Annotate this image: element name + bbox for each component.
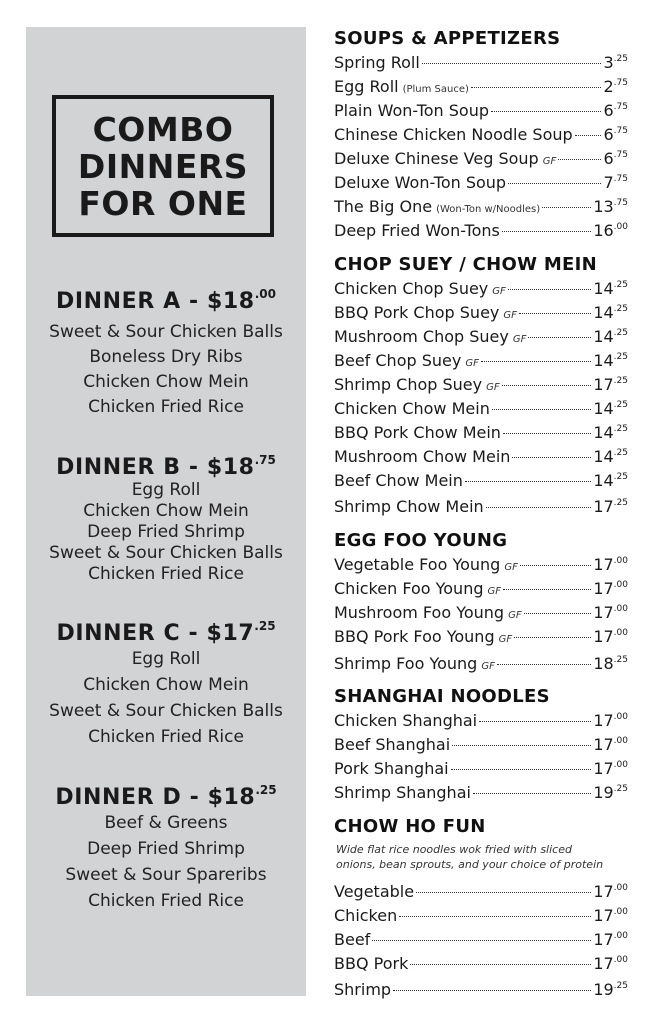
menu-item — [334, 603, 628, 625]
dot-leader — [486, 507, 592, 508]
item-price — [593, 375, 628, 394]
dinner-title: DINNER C - $\$17^{.25}$ — [56, 619, 276, 646]
dot-leader — [514, 637, 591, 638]
price-cents: .00 — [613, 931, 628, 941]
price-dollars: 17 — [593, 555, 614, 574]
item-price — [593, 497, 628, 516]
dot-leader — [471, 87, 602, 88]
menu-item — [334, 980, 628, 1002]
item-name: Pork Shanghai — [334, 759, 449, 778]
price-dollars: 18 — [593, 654, 614, 673]
price-cents: .75 — [613, 174, 628, 184]
section-title: EGG FOO YOUNG — [334, 530, 508, 551]
price-cents: .25 — [613, 981, 628, 991]
item-price — [593, 882, 628, 901]
menu-item — [334, 423, 628, 445]
item-name: Beef — [334, 930, 371, 949]
price-dollars: 14 — [593, 399, 614, 418]
price-dollars: 17 — [593, 930, 614, 949]
item-name: The Big One — [334, 197, 433, 216]
item-name: Shrimp Chow Mein — [334, 497, 484, 516]
dinner-item: Chicken Fried Rice — [88, 891, 244, 911]
menu-item — [334, 906, 628, 928]
dot-leader — [416, 892, 591, 893]
price-dollars: 17 — [593, 603, 614, 622]
item-price — [593, 399, 628, 418]
price-dollars: 17 — [593, 759, 614, 778]
item-name: Chicken Chop Suey — [334, 279, 489, 298]
item-name: Spring Roll — [334, 53, 420, 72]
price-cents: .75 — [613, 102, 628, 112]
description-line: onions, bean sprouts, and your choice of protein — [336, 858, 604, 871]
dot-leader — [542, 207, 591, 208]
item-name: Beef Chow Mein — [334, 471, 463, 490]
dot-leader — [520, 565, 591, 566]
menu-item — [334, 930, 628, 952]
item-price — [593, 351, 628, 370]
dot-leader — [575, 135, 602, 136]
menu-item — [334, 149, 628, 171]
item-name: Chinese Chicken Noodle Soup — [334, 125, 573, 144]
gluten-free-tag: GF — [512, 334, 527, 345]
price-dollars: 6 — [603, 149, 614, 168]
item-price — [593, 735, 628, 754]
dot-leader — [524, 613, 592, 614]
dot-leader — [502, 385, 592, 386]
gluten-free-tag: GF — [492, 286, 506, 297]
item-price — [593, 471, 628, 490]
menu-item — [334, 303, 628, 325]
menu-item — [334, 125, 628, 147]
price-dollars: 17 — [593, 954, 614, 973]
description-line: Wide flat rice noodles wok fried with sliced — [336, 843, 572, 856]
dinner-item: Chicken Fried Rice — [88, 564, 244, 584]
item-price — [603, 125, 628, 144]
dot-leader — [497, 664, 591, 665]
gluten-free-tag: GF — [481, 661, 495, 672]
item-name: BBQ Pork Chop Suey — [334, 303, 500, 322]
menu-item — [334, 327, 628, 349]
price-cents: .25 — [613, 280, 628, 290]
item-price — [593, 221, 628, 240]
menu-item — [334, 447, 628, 469]
price-cents: .75 — [613, 198, 628, 208]
price-dollars: 7 — [603, 173, 614, 192]
gluten-free-tag: GF — [465, 358, 479, 369]
menu-item — [334, 579, 628, 601]
dinner-item: Chicken Chow Mein — [83, 372, 249, 392]
gluten-free-tag: GF — [504, 562, 518, 573]
menu-item — [334, 882, 628, 904]
section-title: SHANGHAI NOODLES — [334, 686, 550, 707]
price-dollars: 19 — [593, 980, 614, 999]
dot-leader — [465, 481, 591, 482]
price-cents: .25 — [613, 784, 628, 794]
dot-leader — [528, 337, 591, 338]
item-price — [603, 101, 628, 120]
dinner-item: Beef & Greens — [104, 813, 228, 833]
dot-leader — [503, 589, 591, 590]
gluten-free-tag: GF — [486, 382, 500, 393]
dinner-item: Sweet & Sour Spareribs — [65, 865, 267, 885]
dinner-item: Sweet & Sour Chicken Balls — [49, 543, 283, 563]
item-price — [593, 197, 628, 216]
dot-leader — [372, 940, 591, 941]
item-price — [593, 906, 628, 925]
gluten-free-tag: GF — [487, 586, 502, 597]
item-name: Deep Fried Won-Tons — [334, 221, 500, 240]
price-dollars: 17 — [593, 627, 614, 646]
dinner-a — [26, 289, 306, 420]
price-dollars: 17 — [593, 711, 614, 730]
dot-leader — [508, 289, 592, 290]
dinner-title: DINNER D - $\$18^{.25}$ — [55, 783, 277, 810]
dinner-title: DINNER A - $\$18^{.00}$ — [56, 287, 276, 314]
combo-heading-line: COMBO — [92, 109, 234, 149]
menu-item — [334, 627, 628, 649]
item-note: (Plum Sauce) — [402, 84, 469, 95]
menu-item — [334, 221, 628, 243]
gluten-free-tag: GF — [542, 156, 557, 167]
dinner-b — [26, 455, 306, 585]
price-dollars: 17 — [593, 579, 614, 598]
price-dollars: 14 — [593, 447, 614, 466]
item-name: Deluxe Won-Ton Soup — [334, 173, 507, 192]
item-name: Mushroom Chow Mein — [334, 447, 511, 466]
menu-item — [334, 497, 628, 519]
menu-item — [334, 101, 628, 123]
item-price — [593, 759, 628, 778]
price-cents: .75 — [613, 150, 628, 160]
dot-leader — [479, 721, 591, 722]
dot-leader — [399, 916, 591, 917]
menu-item — [334, 759, 628, 781]
item-price — [593, 327, 628, 346]
item-name: Deluxe Chinese Veg Soup — [334, 149, 539, 168]
price-cents: .25 — [613, 376, 628, 386]
item-name: Beef Chop Suey — [334, 351, 462, 370]
combo-heading-line: DINNERS — [77, 146, 249, 186]
item-price — [593, 555, 628, 574]
dinner-item: Sweet & Sour Chicken Balls — [49, 322, 283, 342]
gluten-free-tag: GF — [498, 634, 513, 645]
item-name: Chicken Shanghai — [334, 711, 478, 730]
price-dollars: 17 — [593, 882, 614, 901]
item-price — [603, 149, 628, 168]
item-name: Chicken Foo Young — [334, 579, 484, 598]
price-cents: .00 — [613, 883, 628, 893]
menu-item — [334, 173, 628, 195]
item-price — [593, 930, 628, 949]
item-price — [593, 279, 628, 298]
item-price — [603, 53, 628, 72]
section-title: SOUPS & APPETIZERS — [334, 28, 561, 49]
item-price — [593, 954, 628, 973]
item-name: Beef Shanghai — [334, 735, 451, 754]
gluten-free-tag: GF — [508, 610, 522, 621]
price-cents: .25 — [613, 424, 628, 434]
price-cents: .00 — [613, 907, 628, 917]
menu-item — [334, 555, 628, 577]
dot-leader — [473, 793, 591, 794]
price-dollars: 14 — [593, 303, 614, 322]
item-name: Shrimp Shanghai — [334, 783, 471, 802]
price-cents: .00 — [613, 955, 628, 965]
price-dollars: 17 — [593, 497, 614, 516]
menu-item — [334, 77, 628, 99]
price-cents: .25 — [613, 400, 628, 410]
dinner-c — [26, 621, 306, 750]
section-description — [336, 842, 636, 872]
item-name: Chicken — [334, 906, 398, 925]
menu-item — [334, 711, 628, 733]
dot-leader — [451, 769, 592, 770]
dot-leader — [491, 111, 601, 112]
dinner-title: DINNER B - $\$18^{.75}$ — [56, 453, 276, 480]
dot-leader — [519, 313, 591, 314]
price-dollars: 14 — [593, 471, 614, 490]
dot-leader — [481, 361, 591, 362]
dinner-item: Boneless Dry Ribs — [89, 347, 243, 367]
item-price — [603, 173, 628, 192]
price-dollars: 17 — [593, 375, 614, 394]
item-name: Shrimp Foo Young — [334, 654, 478, 673]
price-dollars: 17 — [593, 735, 614, 754]
item-name: Egg Roll — [334, 77, 399, 96]
price-cents: .25 — [613, 472, 628, 482]
price-cents: .25 — [613, 655, 628, 665]
dot-leader — [558, 159, 601, 160]
price-cents: .00 — [613, 556, 628, 566]
price-dollars: 14 — [593, 423, 614, 442]
dinner-item: Chicken Chow Mein — [83, 501, 249, 521]
section-title: CHOP SUEY / CHOW MEIN — [334, 254, 598, 275]
menu-item — [334, 954, 628, 976]
item-price — [593, 447, 628, 466]
dot-leader — [502, 231, 591, 232]
menu-item — [334, 375, 628, 397]
price-dollars: 14 — [593, 351, 614, 370]
menu-item — [334, 197, 628, 219]
dinner-item: Deep Fried Shrimp — [87, 839, 245, 859]
item-name: BBQ Pork Chow Mein — [334, 423, 501, 442]
price-cents: .00 — [613, 580, 628, 590]
price-dollars: 3 — [603, 53, 614, 72]
item-price — [593, 603, 628, 622]
dinner-d — [26, 785, 306, 914]
price-cents: .00 — [613, 604, 628, 614]
dinner-item: Chicken Chow Mein — [83, 675, 249, 695]
dot-leader — [452, 745, 591, 746]
menu-item — [334, 735, 628, 757]
menu-item — [334, 783, 628, 805]
item-name: Chicken Chow Mein — [334, 399, 490, 418]
item-name: BBQ Pork Foo Young — [334, 627, 495, 646]
price-dollars: 19 — [593, 783, 614, 802]
item-price — [593, 783, 628, 802]
price-dollars: 17 — [593, 906, 614, 925]
dinner-item: Egg Roll — [131, 649, 201, 669]
price-cents: .00 — [613, 760, 628, 770]
dinner-item: Sweet & Sour Chicken Balls — [49, 701, 283, 721]
price-cents: .25 — [613, 498, 628, 508]
combo-panel — [26, 27, 306, 996]
price-cents: .25 — [613, 54, 628, 64]
dot-leader — [503, 433, 591, 434]
dot-leader — [508, 183, 601, 184]
price-dollars: 6 — [603, 101, 614, 120]
dinner-item: Egg Roll — [131, 480, 201, 500]
combo-heading-box — [52, 95, 274, 237]
section-title: CHOW HO FUN — [334, 816, 486, 837]
dot-leader — [422, 63, 602, 64]
price-cents: .25 — [613, 328, 628, 338]
item-price — [593, 423, 628, 442]
dinner-item: Chicken Fried Rice — [88, 727, 244, 747]
price-dollars: 13 — [593, 197, 614, 216]
item-price — [603, 77, 628, 96]
item-price — [593, 654, 628, 673]
item-price — [593, 980, 628, 999]
price-dollars: 14 — [593, 327, 614, 346]
item-price — [593, 627, 628, 646]
menu-item — [334, 351, 628, 373]
price-cents: .25 — [613, 448, 628, 458]
item-price — [593, 579, 628, 598]
item-note: (Won-Ton w/Noodles) — [436, 204, 541, 215]
combo-heading-line: FOR ONE — [78, 183, 248, 223]
dinner-item: Chicken Fried Rice — [88, 397, 244, 417]
item-name: Shrimp — [334, 980, 392, 999]
price-cents: .00 — [613, 736, 628, 746]
price-cents: .75 — [613, 126, 628, 136]
price-cents: .00 — [613, 628, 628, 638]
price-dollars: 16 — [593, 221, 614, 240]
item-name: Mushroom Chop Suey — [334, 327, 509, 346]
menu-item — [334, 471, 628, 493]
item-price — [593, 303, 628, 322]
item-price — [593, 711, 628, 730]
item-name: Plain Won-Ton Soup — [334, 101, 489, 120]
item-name: Mushroom Foo Young — [334, 603, 505, 622]
item-name: Shrimp Chop Suey — [334, 375, 483, 394]
item-name: Vegetable — [334, 882, 415, 901]
price-cents: .25 — [613, 352, 628, 362]
price-cents: .00 — [613, 222, 628, 232]
item-name: BBQ Pork — [334, 954, 409, 973]
item-name: Vegetable Foo Young — [334, 555, 501, 574]
dot-leader — [410, 964, 591, 965]
price-dollars: 14 — [593, 279, 614, 298]
gluten-free-tag: GF — [503, 310, 517, 321]
dot-leader — [492, 409, 591, 410]
menu-item — [334, 279, 628, 301]
price-cents: .75 — [613, 78, 628, 88]
dot-leader — [512, 457, 591, 458]
price-dollars: 6 — [603, 125, 614, 144]
price-dollars: 2 — [603, 77, 614, 96]
menu-item — [334, 399, 628, 421]
dot-leader — [393, 990, 591, 991]
price-cents: .00 — [613, 712, 628, 722]
price-cents: .25 — [613, 304, 628, 314]
menu-item — [334, 654, 628, 676]
menu-item — [334, 53, 628, 75]
dinner-item: Deep Fried Shrimp — [87, 522, 245, 542]
